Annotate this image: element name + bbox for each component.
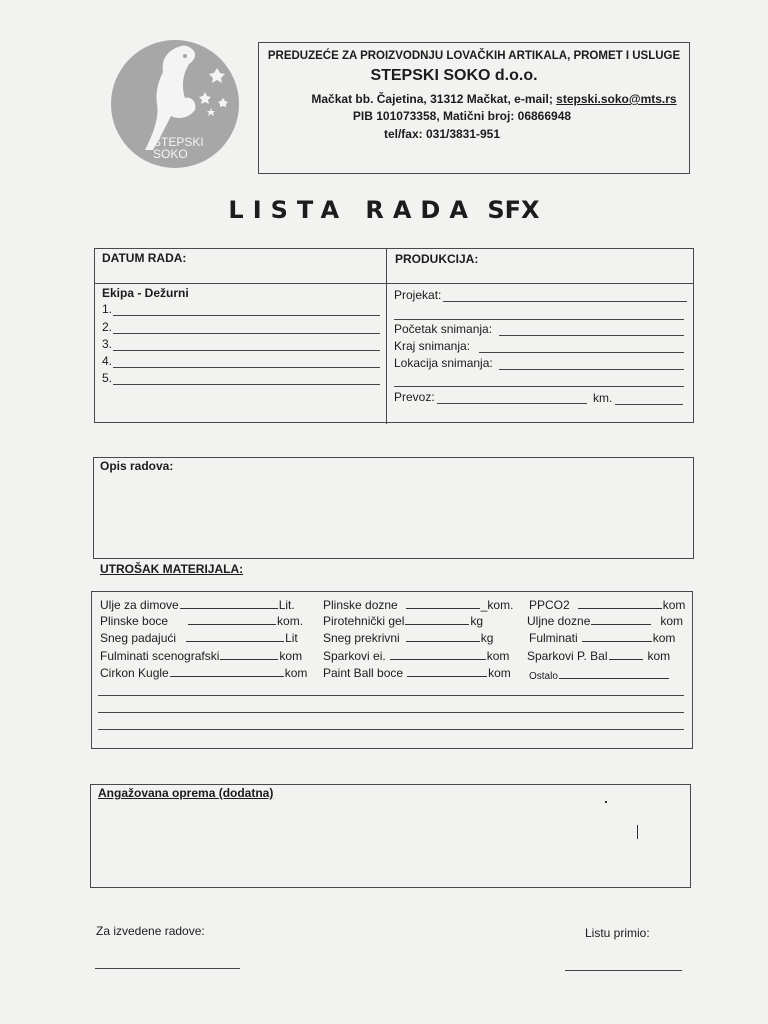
kraj-field[interactable]	[479, 352, 684, 353]
company-telfax: tel/fax: 031/3831-951	[383, 127, 501, 141]
material-field[interactable]	[180, 597, 278, 609]
material-field[interactable]	[186, 630, 284, 642]
materials-extra-line[interactable]	[98, 729, 684, 730]
company-logo	[109, 38, 241, 170]
material-name: Cirkon Kugle	[100, 666, 169, 680]
material-name: Fulminati	[529, 631, 578, 645]
material-name: Paint Ball boce	[323, 666, 404, 680]
scan-dot	[605, 801, 607, 803]
oprema-box[interactable]	[90, 784, 691, 888]
material-name: Ulje za dimove	[100, 598, 179, 612]
crew-field-5[interactable]	[113, 384, 380, 385]
footer-left-label: Za izvedene radove:	[96, 924, 205, 938]
footer-left-signature-line[interactable]	[95, 968, 240, 969]
km-label: km.	[593, 391, 613, 405]
material-name: Fulminati scenografski	[100, 649, 220, 663]
material-field[interactable]	[390, 648, 486, 660]
lokacija-field-2[interactable]	[394, 386, 684, 387]
material-field[interactable]	[582, 630, 652, 642]
material-unit: kom	[660, 614, 684, 628]
material-name: PPCO2	[529, 598, 570, 612]
material-row	[323, 648, 509, 663]
km-field[interactable]	[615, 404, 683, 405]
datum-rada-label: DATUM RADA:	[102, 251, 187, 265]
material-field[interactable]	[405, 613, 469, 625]
materials-extra-line[interactable]	[98, 695, 684, 696]
crew-num-3: 3.	[102, 337, 113, 351]
material-field[interactable]	[406, 630, 480, 642]
materials-extra-line[interactable]	[98, 712, 684, 713]
material-unit: kom	[284, 666, 308, 680]
prevoz-field[interactable]	[437, 403, 587, 404]
material-row	[529, 630, 675, 645]
material-unit: kg	[480, 631, 494, 645]
material-unit: _kom.	[480, 598, 514, 612]
oprema-label: Angažovana oprema (dodatna)	[98, 786, 274, 800]
page-title	[0, 196, 768, 224]
crew-num-2: 2.	[102, 320, 113, 334]
material-field[interactable]	[220, 648, 278, 660]
material-row	[527, 613, 683, 628]
crew-num-4: 4.	[102, 354, 113, 368]
projekat-label: Projekat:	[394, 288, 442, 302]
crew-field-3[interactable]	[113, 350, 380, 351]
crew-field-1[interactable]	[113, 315, 380, 316]
material-unit: kom	[279, 649, 303, 663]
footer-right-signature-line[interactable]	[565, 970, 682, 971]
material-field[interactable]	[591, 613, 651, 625]
material-unit: kom	[488, 666, 511, 680]
material-row	[100, 597, 295, 612]
crew-num-1: 1.	[102, 302, 113, 316]
footer-right-label: Listu primio:	[585, 926, 650, 940]
material-name: Sparkovi P. Bal	[527, 649, 608, 663]
material-unit: kom	[662, 598, 686, 612]
prevoz-label: Prevoz:	[394, 390, 435, 404]
material-row	[100, 630, 298, 645]
material-name: Plinske dozne	[323, 598, 398, 612]
material-unit: kom.	[277, 614, 304, 628]
material-name: Uljne dozne	[527, 614, 591, 628]
opis-radova-label: Opis radova:	[100, 459, 174, 473]
material-name: Pirotehnički gel	[323, 614, 405, 628]
crew-num-5: 5.	[102, 371, 113, 385]
title-suffix: SFX	[487, 196, 540, 224]
scan-mark	[637, 825, 638, 839]
material-row	[100, 665, 307, 680]
material-row	[323, 597, 513, 612]
logo-text	[153, 136, 213, 160]
material-field[interactable]	[578, 597, 662, 609]
kraj-label: Kraj snimanja:	[394, 339, 471, 353]
material-name: Ostalo	[529, 671, 558, 682]
work-info-table	[94, 248, 694, 423]
material-unit: Lit	[285, 631, 298, 645]
material-name: Sneg prekrivni	[323, 631, 400, 645]
material-row	[529, 667, 670, 684]
material-field[interactable]	[188, 613, 276, 625]
material-field[interactable]	[407, 665, 487, 677]
material-row	[100, 613, 303, 628]
crew-field-4[interactable]	[113, 367, 380, 368]
projekat-field[interactable]	[443, 301, 687, 302]
company-pib: PIB 101073358, Matični broj: 06866948	[352, 109, 572, 123]
projekat-field-2[interactable]	[394, 319, 684, 320]
material-unit: kg	[470, 614, 484, 628]
material-row	[323, 665, 511, 680]
logo-text-line1: STEPSKI	[153, 135, 204, 149]
lokacija-field[interactable]	[499, 369, 684, 370]
ekipa-label: Ekipa - Dežurni	[102, 286, 189, 300]
address-text: Mačkat bb. Čajetina, 31312 Mačkat, e-mail;	[311, 92, 557, 106]
material-field[interactable]	[170, 665, 284, 677]
material-unit: kom	[652, 631, 676, 645]
material-field[interactable]	[559, 667, 669, 679]
material-row	[527, 648, 670, 663]
pocetak-field[interactable]	[499, 335, 684, 336]
produkcija-label: PRODUKCIJA:	[395, 252, 479, 266]
material-unit: Lit.	[278, 598, 295, 612]
company-name: STEPSKI SOKO d.o.o.	[370, 67, 538, 84]
utrosak-label: UTROŠAK MATERIJALA:	[100, 562, 244, 576]
material-unit: kom	[647, 649, 671, 663]
material-unit: kom	[486, 649, 510, 663]
company-header-box	[258, 42, 690, 174]
logo-text-line2: SOKO	[153, 147, 188, 161]
material-name: Sparkovi ei.	[323, 649, 386, 663]
company-activity: PREDUZEĆE ZA PROIZVODNJU LOVAČKIH ARTIKALA, PROMET I USLUGE	[267, 50, 681, 62]
email-link[interactable]: stepski.soko@mts.rs	[556, 92, 677, 106]
material-name: Sneg padajući	[100, 631, 177, 645]
material-field[interactable]	[406, 597, 480, 609]
material-row	[529, 597, 685, 612]
material-row	[323, 630, 493, 645]
crew-field-2[interactable]	[113, 333, 380, 334]
materials-box	[91, 591, 693, 749]
material-name: Plinske boce	[100, 614, 169, 628]
title-main: LISTA RADA	[228, 196, 477, 224]
lokacija-label: Lokacija snimanja:	[394, 356, 493, 370]
material-field[interactable]	[609, 648, 643, 660]
opis-radova-box[interactable]	[93, 457, 694, 559]
pocetak-label: Početak snimanja:	[394, 322, 493, 336]
company-address	[259, 92, 689, 106]
material-row	[100, 648, 302, 663]
material-row	[323, 613, 483, 628]
